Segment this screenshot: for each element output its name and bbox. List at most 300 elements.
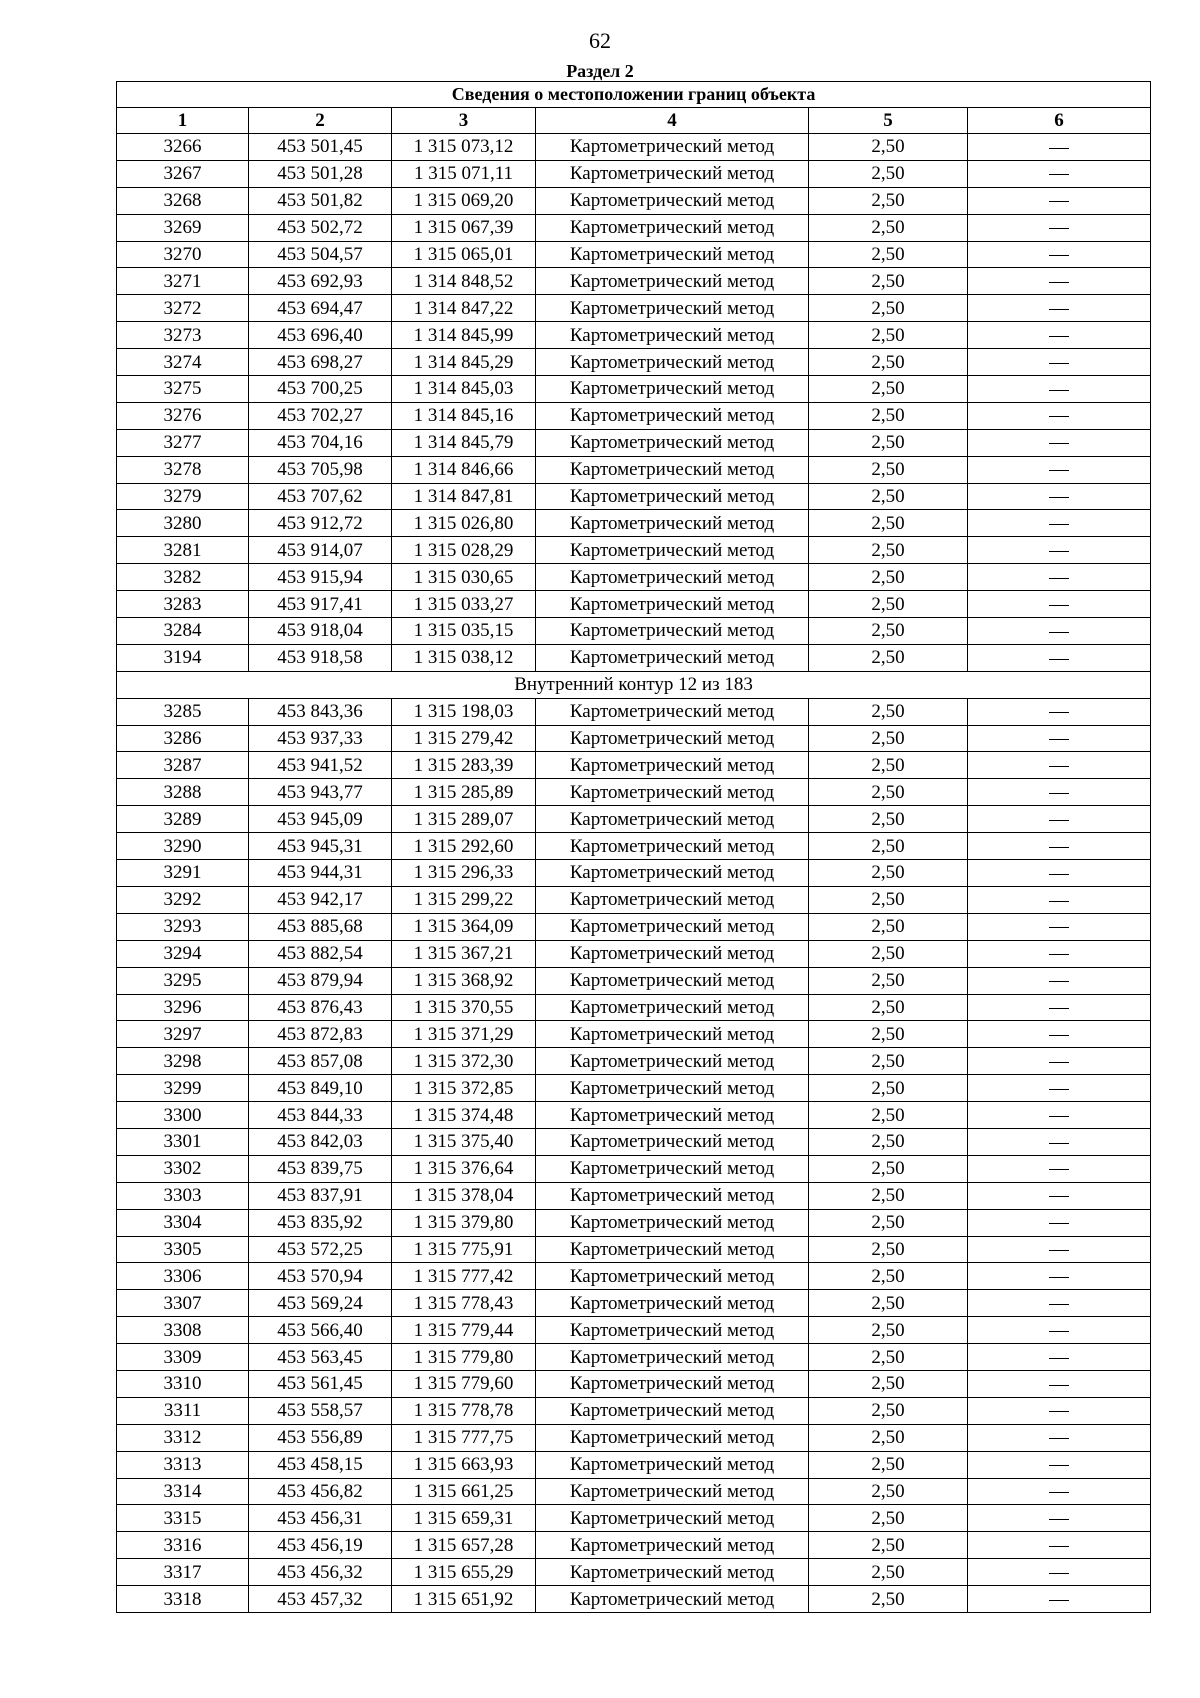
point-number-cell: 3286 — [117, 725, 249, 752]
y-coordinate-cell: 1 315 777,42 — [392, 1263, 536, 1290]
dash-mark — [1049, 1546, 1069, 1547]
dash-mark — [1049, 1438, 1069, 1439]
x-coordinate-cell: 453 457,32 — [249, 1586, 392, 1613]
contour-label-row — [117, 671, 1151, 698]
empty-value-cell — [968, 644, 1151, 671]
accuracy-cell: 2,50 — [809, 833, 968, 860]
point-number-cell: 3268 — [117, 187, 249, 214]
method-cell: Картометрический метод — [536, 268, 809, 295]
point-number-cell: 3302 — [117, 1155, 249, 1182]
table-row — [117, 1102, 1151, 1129]
point-number-cell: 3307 — [117, 1290, 249, 1317]
empty-value-cell — [968, 1102, 1151, 1129]
empty-value-cell — [968, 1505, 1151, 1532]
empty-value-cell — [968, 833, 1151, 860]
point-number-cell: 3315 — [117, 1505, 249, 1532]
point-number-cell: 3289 — [117, 806, 249, 833]
y-coordinate-cell: 1 315 033,27 — [392, 591, 536, 618]
accuracy-cell: 2,50 — [809, 698, 968, 725]
empty-value-cell — [968, 618, 1151, 645]
dash-mark — [1049, 390, 1069, 391]
table-header-row — [117, 108, 1151, 134]
dash-mark — [1049, 1250, 1069, 1251]
y-coordinate-cell: 1 315 069,20 — [392, 187, 536, 214]
table-row — [117, 698, 1151, 725]
accuracy-cell: 2,50 — [809, 187, 968, 214]
empty-value-cell — [968, 1209, 1151, 1236]
method-cell: Картометрический метод — [536, 1370, 809, 1397]
table-row — [117, 1290, 1151, 1317]
dash-mark — [1049, 1116, 1069, 1117]
table-row — [117, 1424, 1151, 1451]
column-header: 1 — [117, 108, 249, 134]
table-row — [117, 913, 1151, 940]
x-coordinate-cell: 453 696,40 — [249, 322, 392, 349]
empty-value-cell — [968, 1559, 1151, 1586]
empty-value-cell — [968, 940, 1151, 967]
x-coordinate-cell: 453 456,31 — [249, 1505, 392, 1532]
accuracy-cell: 2,50 — [809, 483, 968, 510]
dash-mark — [1049, 927, 1069, 928]
empty-value-cell — [968, 1263, 1151, 1290]
point-number-cell: 3266 — [117, 134, 249, 161]
accuracy-cell: 2,50 — [809, 1559, 968, 1586]
table-row — [117, 779, 1151, 806]
empty-value-cell — [968, 134, 1151, 161]
accuracy-cell: 2,50 — [809, 1209, 968, 1236]
dash-mark — [1049, 1331, 1069, 1332]
method-cell: Картометрический метод — [536, 429, 809, 456]
dash-mark — [1049, 954, 1069, 955]
table-row — [117, 322, 1151, 349]
point-number-cell: 3311 — [117, 1397, 249, 1424]
dash-mark — [1049, 766, 1069, 767]
empty-value-cell — [968, 510, 1151, 537]
point-number-cell: 3276 — [117, 402, 249, 429]
method-cell: Картометрический метод — [536, 1344, 809, 1371]
y-coordinate-cell: 1 315 299,22 — [392, 886, 536, 913]
y-coordinate-cell: 1 315 028,29 — [392, 537, 536, 564]
point-number-cell: 3287 — [117, 752, 249, 779]
point-number-cell: 3305 — [117, 1236, 249, 1263]
table-row — [117, 833, 1151, 860]
accuracy-cell: 2,50 — [809, 1505, 968, 1532]
x-coordinate-cell: 453 692,93 — [249, 268, 392, 295]
point-number-cell: 3277 — [117, 429, 249, 456]
y-coordinate-cell: 1 315 376,64 — [392, 1155, 536, 1182]
y-coordinate-cell: 1 315 775,91 — [392, 1236, 536, 1263]
dash-mark — [1049, 847, 1069, 848]
dash-mark — [1049, 1304, 1069, 1305]
table-body-block-1 — [117, 134, 1151, 672]
accuracy-cell: 2,50 — [809, 134, 968, 161]
method-cell: Картометрический метод — [536, 402, 809, 429]
method-cell: Картометрический метод — [536, 1182, 809, 1209]
empty-value-cell — [968, 591, 1151, 618]
method-cell: Картометрический метод — [536, 1505, 809, 1532]
accuracy-cell: 2,50 — [809, 1397, 968, 1424]
dash-mark — [1049, 1385, 1069, 1386]
y-coordinate-cell: 1 315 378,04 — [392, 1182, 536, 1209]
point-number-cell: 3301 — [117, 1128, 249, 1155]
x-coordinate-cell: 453 704,16 — [249, 429, 392, 456]
dash-mark — [1049, 282, 1069, 283]
accuracy-cell: 2,50 — [809, 268, 968, 295]
empty-value-cell — [968, 913, 1151, 940]
y-coordinate-cell: 1 315 655,29 — [392, 1559, 536, 1586]
point-number-cell: 3312 — [117, 1424, 249, 1451]
y-coordinate-cell: 1 315 663,93 — [392, 1451, 536, 1478]
point-number-cell: 3279 — [117, 483, 249, 510]
dash-mark — [1049, 1196, 1069, 1197]
accuracy-cell: 2,50 — [809, 1182, 968, 1209]
empty-value-cell — [968, 322, 1151, 349]
table-caption: Сведения о местоположении границ объекта — [117, 82, 1151, 108]
accuracy-cell: 2,50 — [809, 913, 968, 940]
dash-mark — [1049, 739, 1069, 740]
x-coordinate-cell: 453 501,28 — [249, 160, 392, 187]
method-cell: Картометрический метод — [536, 886, 809, 913]
empty-value-cell — [968, 537, 1151, 564]
y-coordinate-cell: 1 315 371,29 — [392, 1021, 536, 1048]
y-coordinate-cell: 1 315 779,80 — [392, 1344, 536, 1371]
dash-mark — [1049, 1492, 1069, 1493]
point-number-cell: 3267 — [117, 160, 249, 187]
point-number-cell: 3308 — [117, 1317, 249, 1344]
table-row — [117, 1532, 1151, 1559]
y-coordinate-cell: 1 314 845,16 — [392, 402, 536, 429]
table-row — [117, 537, 1151, 564]
x-coordinate-cell: 453 918,58 — [249, 644, 392, 671]
empty-value-cell — [968, 1317, 1151, 1344]
empty-value-cell — [968, 1424, 1151, 1451]
y-coordinate-cell: 1 314 845,99 — [392, 322, 536, 349]
accuracy-cell: 2,50 — [809, 295, 968, 322]
y-coordinate-cell: 1 315 651,92 — [392, 1586, 536, 1613]
accuracy-cell: 2,50 — [809, 1236, 968, 1263]
accuracy-cell: 2,50 — [809, 725, 968, 752]
method-cell: Картометрический метод — [536, 913, 809, 940]
accuracy-cell: 2,50 — [809, 241, 968, 268]
y-coordinate-cell: 1 314 847,22 — [392, 295, 536, 322]
x-coordinate-cell: 453 458,15 — [249, 1451, 392, 1478]
table-row — [117, 1155, 1151, 1182]
empty-value-cell — [968, 752, 1151, 779]
method-cell: Картометрический метод — [536, 214, 809, 241]
accuracy-cell: 2,50 — [809, 1021, 968, 1048]
point-number-cell: 3275 — [117, 376, 249, 403]
dash-mark — [1049, 309, 1069, 310]
y-coordinate-cell: 1 315 285,89 — [392, 779, 536, 806]
method-cell: Картометрический метод — [536, 1102, 809, 1129]
table-caption-row — [117, 82, 1151, 108]
table-row — [117, 349, 1151, 376]
point-number-cell: 3283 — [117, 591, 249, 618]
empty-value-cell — [968, 1236, 1151, 1263]
point-number-cell: 3271 — [117, 268, 249, 295]
method-cell: Картометрический метод — [536, 1532, 809, 1559]
accuracy-cell: 2,50 — [809, 322, 968, 349]
y-coordinate-cell: 1 315 030,65 — [392, 564, 536, 591]
accuracy-cell: 2,50 — [809, 510, 968, 537]
dash-mark — [1049, 470, 1069, 471]
accuracy-cell: 2,50 — [809, 1451, 968, 1478]
x-coordinate-cell: 453 937,33 — [249, 725, 392, 752]
point-number-cell: 3290 — [117, 833, 249, 860]
table-row — [117, 591, 1151, 618]
point-number-cell: 3310 — [117, 1370, 249, 1397]
point-number-cell: 3274 — [117, 349, 249, 376]
y-coordinate-cell: 1 314 845,79 — [392, 429, 536, 456]
point-number-cell: 3293 — [117, 913, 249, 940]
x-coordinate-cell: 453 501,45 — [249, 134, 392, 161]
y-coordinate-cell: 1 315 778,78 — [392, 1397, 536, 1424]
x-coordinate-cell: 453 556,89 — [249, 1424, 392, 1451]
point-number-cell: 3288 — [117, 779, 249, 806]
table-row — [117, 1263, 1151, 1290]
method-cell: Картометрический метод — [536, 456, 809, 483]
accuracy-cell: 2,50 — [809, 1048, 968, 1075]
x-coordinate-cell: 453 700,25 — [249, 376, 392, 403]
empty-value-cell — [968, 564, 1151, 591]
dash-mark — [1049, 551, 1069, 552]
empty-value-cell — [968, 456, 1151, 483]
y-coordinate-cell: 1 315 065,01 — [392, 241, 536, 268]
dash-mark — [1049, 174, 1069, 175]
accuracy-cell: 2,50 — [809, 160, 968, 187]
x-coordinate-cell: 453 456,82 — [249, 1478, 392, 1505]
table-row — [117, 160, 1151, 187]
y-coordinate-cell: 1 315 368,92 — [392, 967, 536, 994]
accuracy-cell: 2,50 — [809, 214, 968, 241]
point-number-cell: 3282 — [117, 564, 249, 591]
point-number-cell: 3314 — [117, 1478, 249, 1505]
method-cell: Картометрический метод — [536, 134, 809, 161]
method-cell: Картометрический метод — [536, 510, 809, 537]
empty-value-cell — [968, 1344, 1151, 1371]
y-coordinate-cell: 1 315 296,33 — [392, 860, 536, 887]
dash-mark — [1049, 255, 1069, 256]
method-cell: Картометрический метод — [536, 1155, 809, 1182]
accuracy-cell: 2,50 — [809, 1128, 968, 1155]
method-cell: Картометрический метод — [536, 349, 809, 376]
accuracy-cell: 2,50 — [809, 1478, 968, 1505]
method-cell: Картометрический метод — [536, 644, 809, 671]
point-number-cell: 3291 — [117, 860, 249, 887]
dash-mark — [1049, 981, 1069, 982]
empty-value-cell — [968, 806, 1151, 833]
dash-mark — [1049, 1089, 1069, 1090]
table-row — [117, 644, 1151, 671]
x-coordinate-cell: 453 702,27 — [249, 402, 392, 429]
table-row — [117, 1048, 1151, 1075]
table-row — [117, 376, 1151, 403]
dash-mark — [1049, 201, 1069, 202]
y-coordinate-cell: 1 315 071,11 — [392, 160, 536, 187]
x-coordinate-cell: 453 456,19 — [249, 1532, 392, 1559]
y-coordinate-cell: 1 315 372,30 — [392, 1048, 536, 1075]
empty-value-cell — [968, 1155, 1151, 1182]
table-row — [117, 295, 1151, 322]
x-coordinate-cell: 453 944,31 — [249, 860, 392, 887]
point-number-cell: 3317 — [117, 1559, 249, 1586]
x-coordinate-cell: 453 839,75 — [249, 1155, 392, 1182]
accuracy-cell: 2,50 — [809, 591, 968, 618]
dash-mark — [1049, 712, 1069, 713]
method-cell: Картометрический метод — [536, 1424, 809, 1451]
x-coordinate-cell: 453 917,41 — [249, 591, 392, 618]
x-coordinate-cell: 453 572,25 — [249, 1236, 392, 1263]
point-number-cell: 3304 — [117, 1209, 249, 1236]
empty-value-cell — [968, 376, 1151, 403]
contour-section — [117, 671, 1151, 698]
method-cell: Картометрический метод — [536, 833, 809, 860]
y-coordinate-cell: 1 315 364,09 — [392, 913, 536, 940]
table-row — [117, 1128, 1151, 1155]
method-cell: Картометрический метод — [536, 1397, 809, 1424]
y-coordinate-cell: 1 315 374,48 — [392, 1102, 536, 1129]
method-cell: Картометрический метод — [536, 725, 809, 752]
empty-value-cell — [968, 967, 1151, 994]
dash-mark — [1049, 1223, 1069, 1224]
x-coordinate-cell: 453 844,33 — [249, 1102, 392, 1129]
y-coordinate-cell: 1 315 283,39 — [392, 752, 536, 779]
accuracy-cell: 2,50 — [809, 537, 968, 564]
empty-value-cell — [968, 214, 1151, 241]
empty-value-cell — [968, 1048, 1151, 1075]
method-cell: Картометрический метод — [536, 967, 809, 994]
table-row — [117, 1451, 1151, 1478]
method-cell: Картометрический метод — [536, 1317, 809, 1344]
point-number-cell: 3296 — [117, 994, 249, 1021]
point-number-cell: 3292 — [117, 886, 249, 913]
table-row — [117, 752, 1151, 779]
y-coordinate-cell: 1 315 778,43 — [392, 1290, 536, 1317]
method-cell: Картометрический метод — [536, 1021, 809, 1048]
table-row — [117, 618, 1151, 645]
accuracy-cell: 2,50 — [809, 752, 968, 779]
y-coordinate-cell: 1 314 845,29 — [392, 349, 536, 376]
x-coordinate-cell: 453 857,08 — [249, 1048, 392, 1075]
y-coordinate-cell: 1 314 846,66 — [392, 456, 536, 483]
dash-mark — [1049, 1143, 1069, 1144]
point-number-cell: 3298 — [117, 1048, 249, 1075]
x-coordinate-cell: 453 914,07 — [249, 537, 392, 564]
point-number-cell: 3273 — [117, 322, 249, 349]
method-cell: Картометрический метод — [536, 1128, 809, 1155]
method-cell: Картометрический метод — [536, 860, 809, 887]
method-cell: Картометрический метод — [536, 1478, 809, 1505]
x-coordinate-cell: 453 705,98 — [249, 456, 392, 483]
accuracy-cell: 2,50 — [809, 644, 968, 671]
point-number-cell: 3318 — [117, 1586, 249, 1613]
table-row — [117, 860, 1151, 887]
dash-mark — [1049, 1008, 1069, 1009]
table-row — [117, 1021, 1151, 1048]
accuracy-cell: 2,50 — [809, 860, 968, 887]
empty-value-cell — [968, 187, 1151, 214]
table-row — [117, 1505, 1151, 1532]
method-cell: Картометрический метод — [536, 483, 809, 510]
method-cell: Картометрический метод — [536, 1075, 809, 1102]
y-coordinate-cell: 1 315 367,21 — [392, 940, 536, 967]
dash-mark — [1049, 1600, 1069, 1601]
method-cell: Картометрический метод — [536, 1290, 809, 1317]
y-coordinate-cell: 1 315 375,40 — [392, 1128, 536, 1155]
y-coordinate-cell: 1 315 289,07 — [392, 806, 536, 833]
point-number-cell: 3281 — [117, 537, 249, 564]
method-cell: Картометрический метод — [536, 1236, 809, 1263]
y-coordinate-cell: 1 315 657,28 — [392, 1532, 536, 1559]
accuracy-cell: 2,50 — [809, 1102, 968, 1129]
y-coordinate-cell: 1 315 777,75 — [392, 1424, 536, 1451]
table-row — [117, 483, 1151, 510]
accuracy-cell: 2,50 — [809, 564, 968, 591]
accuracy-cell: 2,50 — [809, 967, 968, 994]
table-row — [117, 1397, 1151, 1424]
dash-mark — [1049, 659, 1069, 660]
y-coordinate-cell: 1 314 847,81 — [392, 483, 536, 510]
table-row — [117, 1182, 1151, 1209]
method-cell: Картометрический метод — [536, 806, 809, 833]
dash-mark — [1049, 1519, 1069, 1520]
empty-value-cell — [968, 160, 1151, 187]
point-number-cell: 3280 — [117, 510, 249, 537]
point-number-cell: 3306 — [117, 1263, 249, 1290]
dash-mark — [1049, 148, 1069, 149]
accuracy-cell: 2,50 — [809, 456, 968, 483]
empty-value-cell — [968, 698, 1151, 725]
method-cell: Картометрический метод — [536, 940, 809, 967]
table-row — [117, 187, 1151, 214]
method-cell: Картометрический метод — [536, 1048, 809, 1075]
x-coordinate-cell: 453 558,57 — [249, 1397, 392, 1424]
dash-mark — [1049, 1358, 1069, 1359]
accuracy-cell: 2,50 — [809, 1075, 968, 1102]
method-cell: Картометрический метод — [536, 322, 809, 349]
method-cell: Картометрический метод — [536, 618, 809, 645]
x-coordinate-cell: 453 835,92 — [249, 1209, 392, 1236]
table-row — [117, 994, 1151, 1021]
point-number-cell: 3300 — [117, 1102, 249, 1129]
y-coordinate-cell: 1 314 848,52 — [392, 268, 536, 295]
point-number-cell: 3295 — [117, 967, 249, 994]
x-coordinate-cell: 453 501,82 — [249, 187, 392, 214]
dash-mark — [1049, 1062, 1069, 1063]
point-number-cell: 3297 — [117, 1021, 249, 1048]
point-number-cell: 3285 — [117, 698, 249, 725]
x-coordinate-cell: 453 915,94 — [249, 564, 392, 591]
empty-value-cell — [968, 1478, 1151, 1505]
y-coordinate-cell: 1 315 370,55 — [392, 994, 536, 1021]
empty-value-cell — [968, 295, 1151, 322]
column-header: 5 — [809, 108, 968, 134]
method-cell: Картометрический метод — [536, 187, 809, 214]
method-cell: Картометрический метод — [536, 1263, 809, 1290]
dash-mark — [1049, 605, 1069, 606]
point-number-cell: 3272 — [117, 295, 249, 322]
point-number-cell: 3303 — [117, 1182, 249, 1209]
table-row — [117, 725, 1151, 752]
table-row — [117, 402, 1151, 429]
column-header: 6 — [968, 108, 1151, 134]
dash-mark — [1049, 578, 1069, 579]
empty-value-cell — [968, 886, 1151, 913]
y-coordinate-cell: 1 315 661,25 — [392, 1478, 536, 1505]
dash-mark — [1049, 793, 1069, 794]
empty-value-cell — [968, 1532, 1151, 1559]
dash-mark — [1049, 497, 1069, 498]
